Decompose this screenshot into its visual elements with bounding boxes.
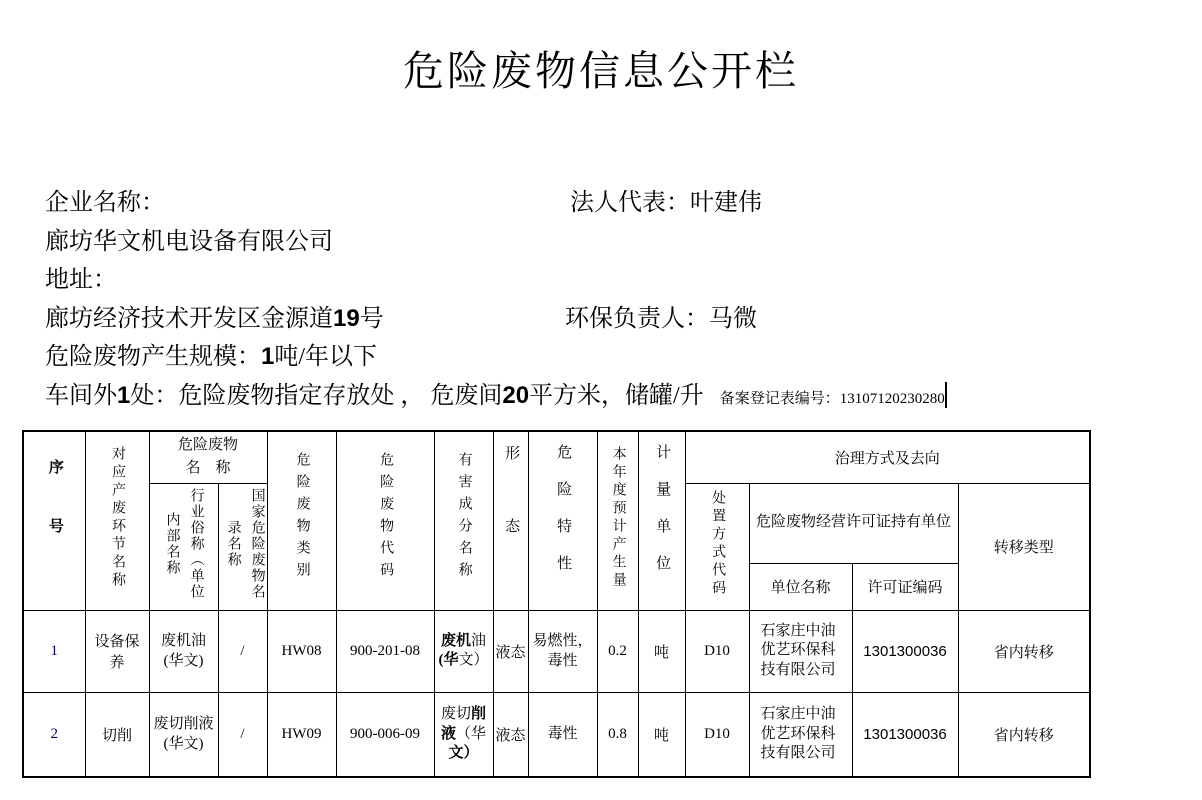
row-1-hazard-cell: 易燃性，毒性	[528, 610, 597, 692]
row-1-category-cell: HW08	[267, 610, 336, 692]
col-header-code: 危险废物代码	[336, 431, 434, 610]
col-header-waste-name-group: 危险废物 名 称	[149, 431, 267, 483]
row-2-transfer-type-cell: 省内转移	[958, 692, 1090, 777]
col-header-unit: 计量单位	[638, 431, 685, 610]
row-1-amount-cell: 0.2	[597, 610, 638, 692]
info-line-scale	[45, 338, 1165, 377]
row-1-code-cell: 900-201-08	[336, 610, 434, 692]
row-1-industry-name-cell: 废机油(华文)	[149, 610, 218, 692]
col-header-catalog-name: 国家危险废物名录名称	[218, 483, 267, 610]
row-2-form-cell: 液态	[493, 692, 528, 777]
row-1-catalog-name-cell: /	[218, 610, 267, 692]
row-1-stage-cell: 设备保养	[85, 610, 149, 692]
col-header-license-holder: 危险废物经营许可证持有单位	[749, 483, 958, 563]
row-2-seq-cell: 2	[23, 692, 85, 777]
table-row	[23, 692, 1090, 777]
row-2-license-no-cell: 1301300036	[852, 692, 958, 777]
info-line-storage	[45, 377, 1165, 416]
address-label: 地址：	[45, 267, 117, 293]
row-1-unit-cell: 吨	[638, 610, 685, 692]
col-header-amount: 本年度预计产生量	[597, 431, 638, 610]
row-2-unit-name-cell: 石家庄中油优艺环保科技有限公司	[749, 692, 852, 777]
row-2-stage-cell: 切削	[85, 692, 149, 777]
row-2-disposal-code-cell: D10	[685, 692, 749, 777]
col-header-license-no: 许可证编码	[852, 563, 958, 610]
company-name-label: 企业名称：	[45, 190, 165, 216]
row-2-catalog-name-cell: /	[218, 692, 267, 777]
col-header-treatment-group: 治理方式及去向	[685, 431, 1090, 483]
row-1-unit-name-cell: 石家庄中油优艺环保科技有限公司	[749, 610, 852, 692]
table-row	[23, 610, 1090, 692]
row-1-harmful-cell: 废机油(华文）	[434, 610, 493, 692]
env-officer-text: 环保负责人：马微	[565, 305, 757, 332]
row-1-license-no-cell: 1301300036	[852, 610, 958, 692]
info-line-address	[45, 300, 1165, 339]
col-header-harmful: 有害成分名称	[434, 431, 493, 610]
page-title: 危险废物信息公开栏	[403, 48, 799, 94]
text-cursor	[945, 382, 947, 408]
info-line-company	[45, 184, 1165, 223]
row-2-category-cell: HW09	[267, 692, 336, 777]
company-name-value: 廊坊华文机电设备有限公司	[45, 228, 333, 255]
address-value: 廊坊经济技术开发区金源道19号	[45, 304, 384, 332]
row-1-seq-cell: 1	[23, 610, 85, 692]
record-number-field[interactable]: 备案登记表编号：13107120230280	[719, 390, 945, 407]
waste-scale-text: 危险废物产生规模：1吨/年以下	[45, 343, 378, 370]
row-2-code-cell: 900-006-09	[336, 692, 434, 777]
col-header-disposal-code: 处置方式代码	[685, 483, 749, 610]
col-header-form: 形态	[493, 431, 528, 610]
col-header-industry-name: 行业俗称（单位内部名称	[149, 483, 218, 610]
row-2-hazard-cell: 毒性	[528, 692, 597, 777]
row-2-unit-cell: 吨	[638, 692, 685, 777]
legal-representative-text: 法人代表：叶建伟	[570, 190, 762, 216]
col-header-transfer-type: 转移类型	[958, 483, 1090, 610]
info-line-address-label	[45, 261, 1165, 300]
row-2-industry-name-cell: 废切削液(华文)	[149, 692, 218, 777]
info-line-company-name	[45, 223, 1165, 262]
row-1-disposal-code-cell: D10	[685, 610, 749, 692]
row-1-transfer-type-cell: 省内转移	[958, 610, 1090, 692]
col-header-category: 危险废物类别	[267, 431, 336, 610]
col-header-seq: 序号	[23, 431, 85, 610]
row-1-form-cell: 液态	[493, 610, 528, 692]
row-2-harmful-cell: 废切削液（华文）	[434, 692, 493, 777]
company-info-block	[45, 184, 1165, 415]
col-header-hazard: 危险特性	[528, 431, 597, 610]
col-header-stage: 对应产废环节名称	[85, 431, 149, 610]
storage-location-text: 车间外1处：危险废物指定存放处 ， 危废间20平方米，储罐/升	[45, 381, 704, 409]
col-header-unit-name: 单位名称	[749, 563, 852, 610]
hazardous-waste-table	[22, 430, 1091, 778]
row-2-amount-cell: 0.8	[597, 692, 638, 777]
